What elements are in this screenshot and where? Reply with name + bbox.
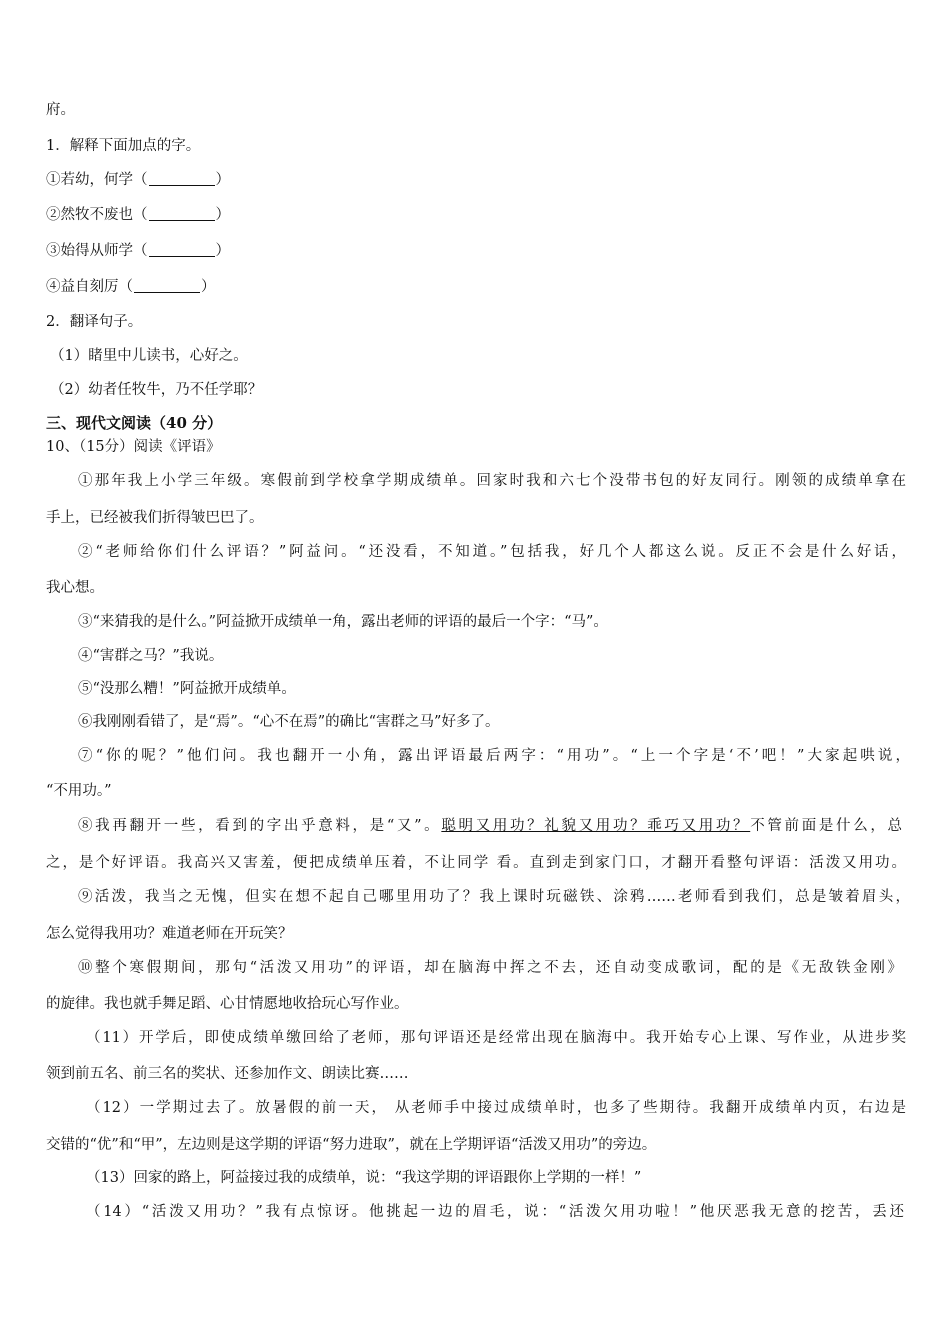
paragraph-9-line-2: 怎么觉得我用功？难道老师在开玩笑？ (46, 926, 293, 942)
q1-item-4: ④益自刻厉（ ） (46, 279, 216, 295)
q2-item-1: （1）睹里中儿读书，心好之。 (50, 348, 248, 364)
q1-item-3: ③始得从师学（ ） (46, 243, 230, 259)
q1-item-2: ②然牧不废也（ ） (46, 207, 230, 223)
q1-item-1: ①若幼，何学（ ） (46, 172, 230, 188)
paragraph-8-line-2: 之，是个好评语。我高兴又害羞，便把成绩单压着，不让同学 看。直到走到家门口，才翻开看整句评语：活泼又用功。 (46, 855, 906, 871)
answer-blank[interactable] (149, 206, 215, 221)
paragraph-2-line-2: 我心想。 (46, 580, 104, 596)
paragraph-1-line-2: 手上，已经被我们折得皱巴巴了。 (46, 510, 264, 526)
paragraph-2-line-1: ②“老师给你们什么评语？”阿益问。“还没看，不知道。”包括我，好几个人都这么说。反正不会是什么好话， (78, 544, 906, 560)
paragraph-9-line-1: ⑨活泼，我当之无愧，但实在想不起自己哪里用功了？我上课时玩磁铁、涂鸦……老师看到我们，总是皱着眉头， (78, 889, 910, 905)
answer-blank[interactable] (149, 171, 215, 186)
top-fragment: 府。 (46, 102, 75, 118)
paragraph-3: ③“来猜我的是什么。”阿益掀开成绩单一角，露出老师的评语的最后一个字：“马”。 (78, 614, 608, 630)
answer-blank[interactable] (134, 278, 200, 293)
paragraph-12-line-2: 交错的“优”和“甲”，左边则是这学期的评语“努力进取”，就在上学期评语“活泼又用功”的旁边。 (46, 1137, 657, 1153)
reading-question: 10、（15分）阅读《评语》 (46, 439, 221, 455)
paragraph-7-line-1: ⑦“你的呢？”他们问。我也翻开一小角，露出评语最后两字：“用功”。“上一个字是‘不’吧！”大家起哄说， (78, 748, 910, 764)
paragraph-11-line-2: 领到前五名、前三名的奖状、还参加作文、朗读比赛…… (46, 1066, 409, 1082)
paragraph-1-line-1: ①那年我上小学三年级。寒假前到学校拿学期成绩单。回家时我和六七个没带书包的好友同行。刚领的成绩单拿在 (78, 473, 906, 489)
paragraph-13: （13）回家的路上，阿益接过我的成绩单，说：“我这学期的评语跟你上学期的一样！” (86, 1170, 642, 1186)
section-heading: 三、现代文阅读（40 分） (46, 414, 223, 432)
q2-item-2: （2）幼者任牧牛，乃不任学耶？ (50, 382, 263, 398)
paragraph-10-line-2: 的旋律。我也就手舞足蹈、心甘情愿地收拾玩心写作业。 (46, 996, 409, 1012)
underlined-text: 聪明又用功？礼貌又用功？乖巧又用功？ (441, 818, 751, 834)
q1-prompt: 1．解释下面加点的字。 (46, 138, 201, 154)
paragraph-8-line-1: ⑧我再翻开一些，看到的字出乎意料，是“又”。聪明又用功？礼貌又用功？乖巧又用功？不管前面是什么，总 (78, 818, 903, 834)
answer-blank[interactable] (149, 242, 215, 257)
paragraph-10-line-1: ⑩整个寒假期间，那句“活泼又用功”的评语，却在脑海中挥之不去，还自动变成歌词，配的是《无敌铁金刚》 (78, 960, 902, 976)
paragraph-7-line-2: “不用功。” (46, 783, 112, 799)
q2-prompt: 2．翻译句子。 (46, 314, 143, 330)
paragraph-5: ⑤“没那么糟！”阿益掀开成绩单。 (78, 681, 296, 697)
paragraph-4: ④“害群之马？”我说。 (78, 648, 224, 664)
paragraph-14-line-1: （14）“活泼又用功？”我有点惊讶。他挑起一边的眉毛，说：“活泼欠用功啦！”他厌恶我无意的挖苦，丢还 (86, 1204, 904, 1220)
paragraph-12-line-1: （12）一学期过去了。放暑假的前一天， 从老师手中接过成绩单时，也多了些期待。我翻开成绩单内页，右边是 (86, 1100, 906, 1116)
paragraph-11-line-1: （11）开学后，即使成绩单缴回给了老师，那句评语还是经常出现在脑海中。我开始专心上课、写作业，从进步奖 (86, 1030, 906, 1046)
paragraph-6: ⑥我刚刚看错了，是“焉”。“心不在焉”的确比“害群之马”好多了。 (78, 714, 500, 730)
